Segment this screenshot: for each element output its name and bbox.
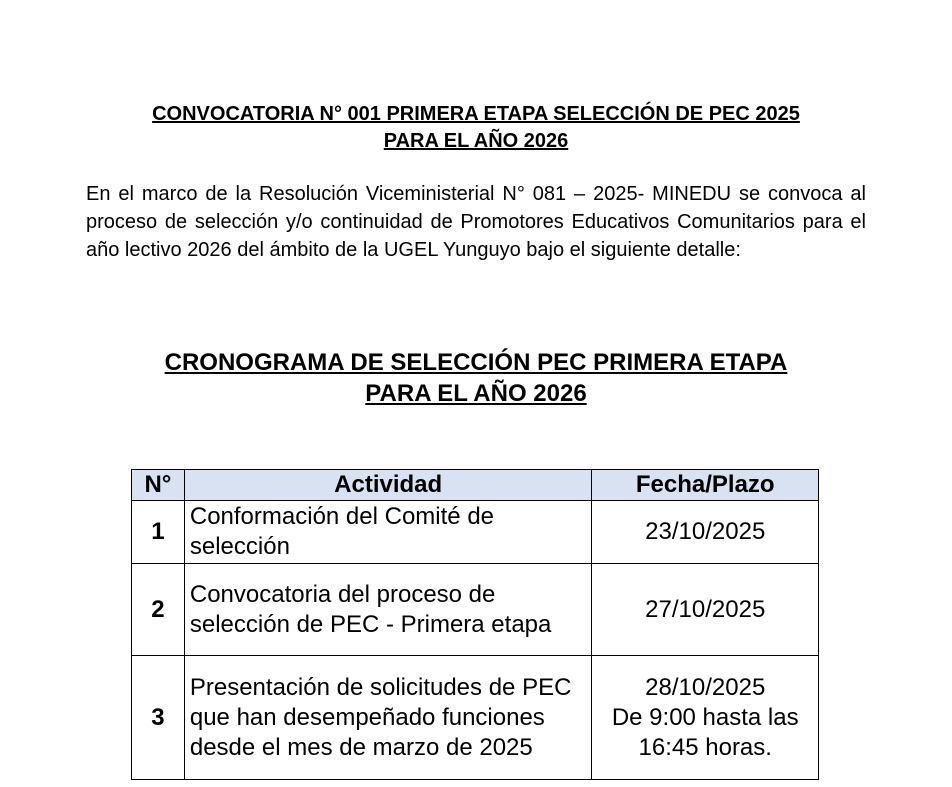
row-number: 1 — [132, 501, 185, 564]
row-number: 3 — [132, 656, 185, 780]
row-activity: Conformación del Comité de selección — [184, 501, 592, 564]
row-date-line: 27/10/2025 — [645, 595, 766, 623]
table-header-row — [132, 470, 819, 501]
convocatoria-title — [0, 101, 952, 155]
intro-paragraph: En el marco de la Resolución Viceministerial N° 081 – 2025- MINEDU se convoca al proceso de selección y/o continuidad de Promotores Educativos Comunitarios para el año lectivo 2026 del ámbito de la UGEL Yunguyo bajo el siguiente detalle: — [86, 183, 866, 261]
row-activity: Presentación de solicitudes de PEC que han desempeñado funciones desde el mes de marzo de 2025 — [184, 656, 592, 780]
row-date — [592, 564, 819, 656]
row-date — [592, 501, 819, 564]
table-row — [132, 501, 819, 564]
convocatoria-title-line1: CONVOCATORIA N° 001 PRIMERA ETAPA SELECCIÓN DE PEC 2025 — [152, 103, 800, 125]
row-date-line: 28/10/2025 — [645, 673, 766, 701]
schedule-title — [0, 347, 952, 409]
row-date-line: 16:45 horas. — [638, 733, 772, 761]
row-activity: Convocatoria del proceso de selección de PEC - Primera etapa — [184, 564, 592, 656]
schedule-title-line1: CRONOGRAMA DE SELECCIÓN PEC PRIMERA ETAPA — [164, 349, 788, 376]
schedule-title-line2: PARA EL AÑO 2026 — [365, 380, 587, 407]
row-date-line: 23/10/2025 — [645, 518, 766, 545]
row-date — [592, 656, 819, 780]
schedule-table — [131, 469, 819, 780]
header-number: N° — [132, 470, 185, 501]
table-row — [132, 564, 819, 656]
header-activity: Actividad — [184, 470, 592, 501]
convocatoria-title-line2: PARA EL AÑO 2026 — [383, 130, 569, 152]
row-date-line: De 9:00 hasta las — [611, 703, 799, 731]
header-date: Fecha/Plazo — [592, 470, 819, 501]
table-row — [132, 656, 819, 780]
row-number: 2 — [132, 564, 185, 656]
